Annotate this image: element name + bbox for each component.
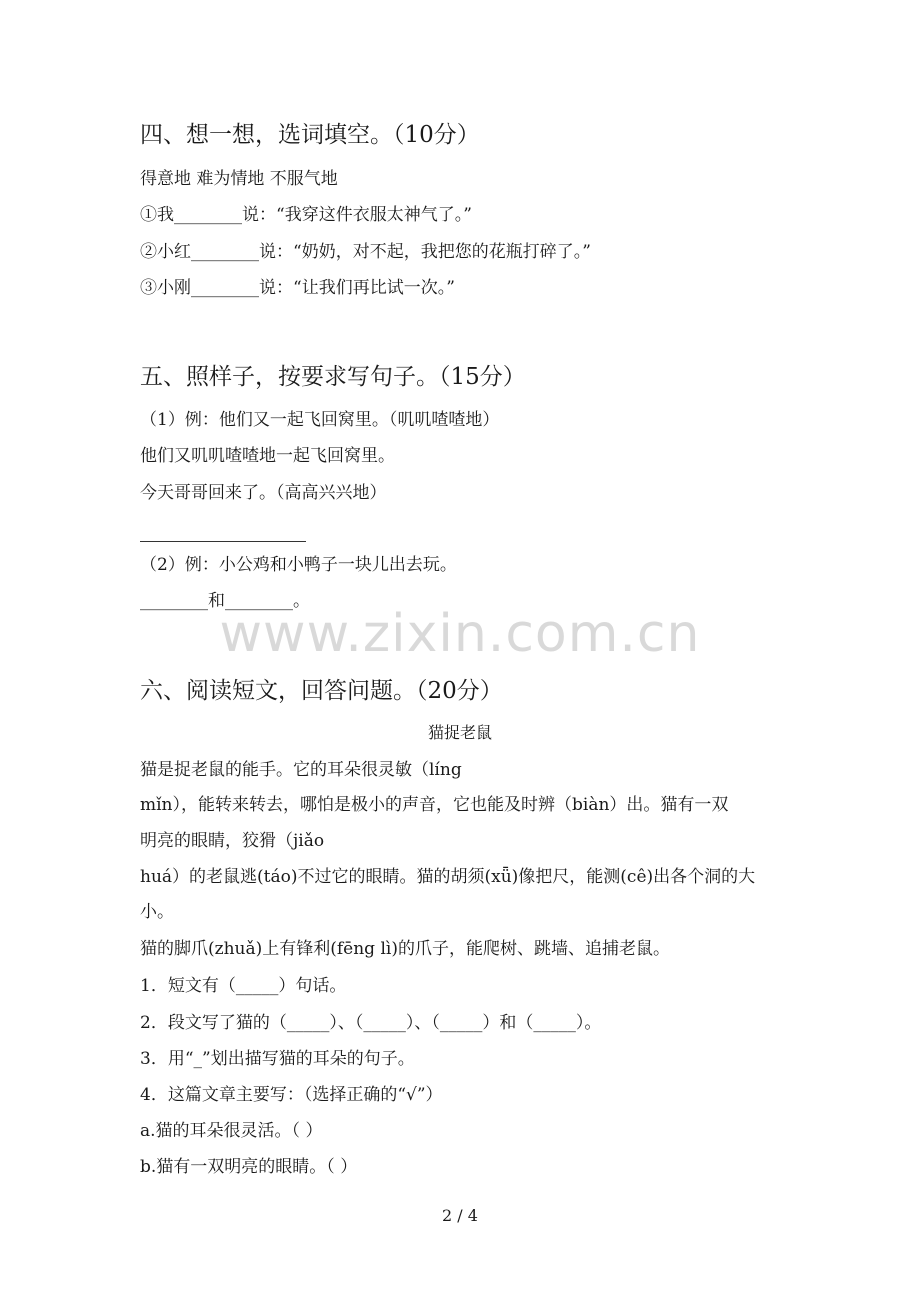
passage-line: huá）的老鼠逃(táo)不过它的眼睛。猫的胡须(xǖ)像把尺，能测(cê)出各个洞的大 xyxy=(140,867,756,887)
answer-blank-line xyxy=(140,541,306,542)
question-2: 2．段文写了猫的（_____）、（_____）、（_____）和（_____）。 xyxy=(140,1013,602,1033)
passage-line: 小。 xyxy=(140,902,174,922)
example-1-label: （1）例：他们又一起飞回窝里。（叽叽喳喳地） xyxy=(140,410,500,430)
question-4: 4．这篇文章主要写：（选择正确的“√”） xyxy=(140,1085,443,1105)
option-b: b.猫有一双明亮的眼睛。（ ） xyxy=(140,1157,358,1177)
example-2-label: （2）例：小公鸡和小鸭子一块儿出去玩。 xyxy=(140,555,457,575)
fill-item-3: ③小刚________说：“让我们再比试一次。” xyxy=(140,278,455,298)
passage-title: 猫捉老鼠 xyxy=(427,723,492,742)
question-1: 1．短文有（_____）句话。 xyxy=(140,976,347,996)
option-a: a.猫的耳朵很灵活。（ ） xyxy=(140,1121,323,1141)
passage-line: 明亮的眼睛，狡猾（jiǎo xyxy=(140,831,325,851)
word-bank: 得意地 难为情地 不服气地 xyxy=(140,169,338,189)
passage-line: 猫是捉老鼠的能手。它的耳朵很灵敏（líng xyxy=(140,760,462,780)
section-5-heading: 五、照样子，按要求写句子。（15分） xyxy=(140,364,526,390)
section-6-heading: 六、阅读短文，回答问题。（20分） xyxy=(140,678,503,704)
fill-item-2: ②小红________说：“奶奶，对不起，我把您的花瓶打碎了。” xyxy=(140,242,591,262)
section-4-heading: 四、想一想，选词填空。（10分） xyxy=(140,122,480,148)
fill-item-1: ①我________说：“我穿这件衣服太神气了。” xyxy=(140,205,472,225)
example-1-task: 今天哥哥回来了。（高高兴兴地） xyxy=(140,483,387,503)
watermark: www.zixin.com.cn xyxy=(219,604,701,664)
example-2-task: ________和________。 xyxy=(140,591,310,611)
passage-line: 猫的脚爪(zhuǎ)上有锋利(fēng lì)的爪子，能爬树、跳墙、追捕老鼠。 xyxy=(140,939,670,959)
example-1-answer: 他们又叽叽喳喳地一起飞回窝里。 xyxy=(140,446,395,466)
page-number: 2 / 4 xyxy=(442,1206,478,1225)
passage-line: mǐn），能转来转去，哪怕是极小的声音，它也能及时辨（biàn）出。猫有一双 xyxy=(140,795,729,815)
question-3: 3．用“_”划出描写猫的耳朵的句子。 xyxy=(140,1049,415,1069)
